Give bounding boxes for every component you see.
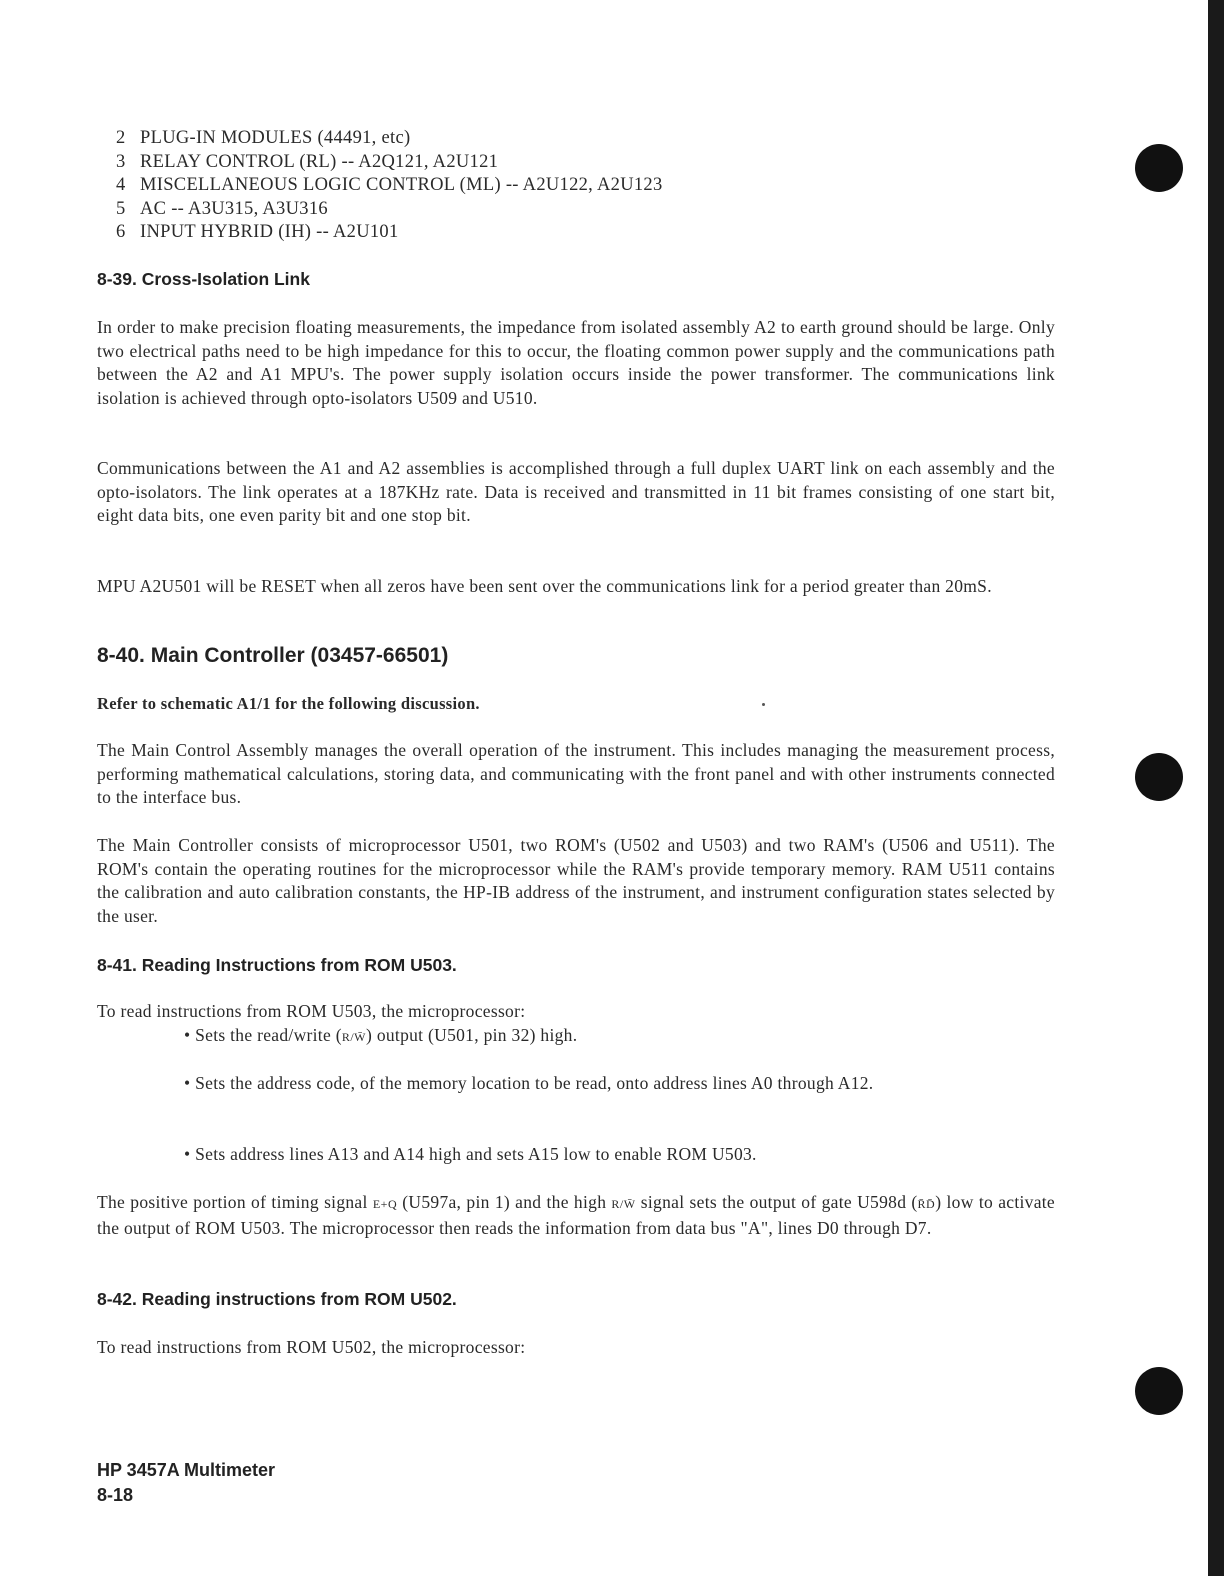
footer-title: HP 3457A Multimeter	[97, 1460, 276, 1480]
list-item: 6 INPUT HYBRID (IH) -- A2U101	[116, 222, 399, 243]
section-heading-8-42: 8-42. Reading instructions from ROM U502.	[97, 1289, 457, 1309]
module-list	[116, 127, 663, 245]
list-item: 4 MISCELLANEOUS LOGIC CONTROL (ML) -- A2U122, A2U123	[116, 175, 663, 196]
paragraph: The Main Controller consists of microprocessor U501, two ROM's (U502 and U503) and two RAM's (U506 and U511). The ROM's contain the operating routines for the microprocessor while the RAM's provide temporary memory. RAM U511 contains the calibration and auto calibration constants, the HP-IB address of the instrument, and instrument configuration states selected by the user.	[97, 835, 1055, 926]
section-heading-8-41: 8-41. Reading Instructions from ROM U503.	[97, 955, 457, 975]
paragraph: To read instructions from ROM U503, the microprocessor:	[97, 1001, 526, 1021]
schematic-reference: Refer to schematic A1/1 for the following discussion.	[97, 694, 480, 713]
binder-hole	[1135, 144, 1183, 192]
page-footer	[97, 1458, 275, 1508]
section-heading-8-39: 8-39. Cross-Isolation Link	[97, 269, 310, 289]
binder-hole	[1135, 753, 1183, 801]
page-edge	[1208, 0, 1224, 1576]
list-item: • Sets the address code, of the memory location to be read, onto address lines A0 through A12.	[184, 1073, 874, 1093]
list-item: 3 RELAY CONTROL (RL) -- A2Q121, A2U121	[116, 151, 499, 172]
paragraph: In order to make precision floating measurements, the impedance from isolated assembly A2 to earth ground should be large. Only two electrical paths need to be high impedance for this to occur, the floating common power supply and the communications path between the A2 and A1 MPU's. The power supply isolation occurs inside the power transformer. The communications link isolation is achieved through opto-isolators U509 and U510.	[97, 317, 1055, 408]
paragraph: The Main Control Assembly manages the overall operation of the instrument. This includes managing the measurement process, performing mathematical calculations, storing data, and communicating with the front panel and with other instruments connected to the interface bus.	[97, 740, 1055, 808]
paragraph: Communications between the A1 and A2 assemblies is accomplished through a full duplex UART link on each assembly and the opto-isolators. The link operates at a 187KHz rate. Data is received and transmitted in 11 bit frames consisting of one start bit, eight data bits, one even parity bit and one stop bit.	[97, 458, 1055, 526]
list-item: • Sets the read/write (R/W̄) output (U501, pin 32) high.	[184, 1025, 578, 1045]
paragraph: MPU A2U501 will be RESET when all zeros have been sent over the communications link for a period greater than 20mS.	[97, 576, 992, 596]
list-item: 2 PLUG-IN MODULES (44491, etc)	[116, 128, 411, 148]
paragraph: To read instructions from ROM U502, the microprocessor:	[97, 1337, 526, 1357]
binder-hole	[1135, 1367, 1183, 1415]
list-item: 5 AC -- A3U315, A3U316	[116, 198, 328, 219]
page-number: 8-18	[97, 1485, 134, 1505]
speck	[762, 703, 765, 706]
paragraph: The positive portion of timing signal E+Q (U597a, pin 1) and the high R/W̄ signal sets the output of gate U598d (R̄D̄) low to activate the output of ROM U503. The microprocessor then reads the information from data bus "A", lines D0 through D7.	[97, 1192, 1056, 1238]
list-item: • Sets address lines A13 and A14 high and sets A15 low to enable ROM U503.	[184, 1144, 757, 1164]
section-heading-8-40: 8-40. Main Controller (03457-66501)	[97, 644, 449, 667]
